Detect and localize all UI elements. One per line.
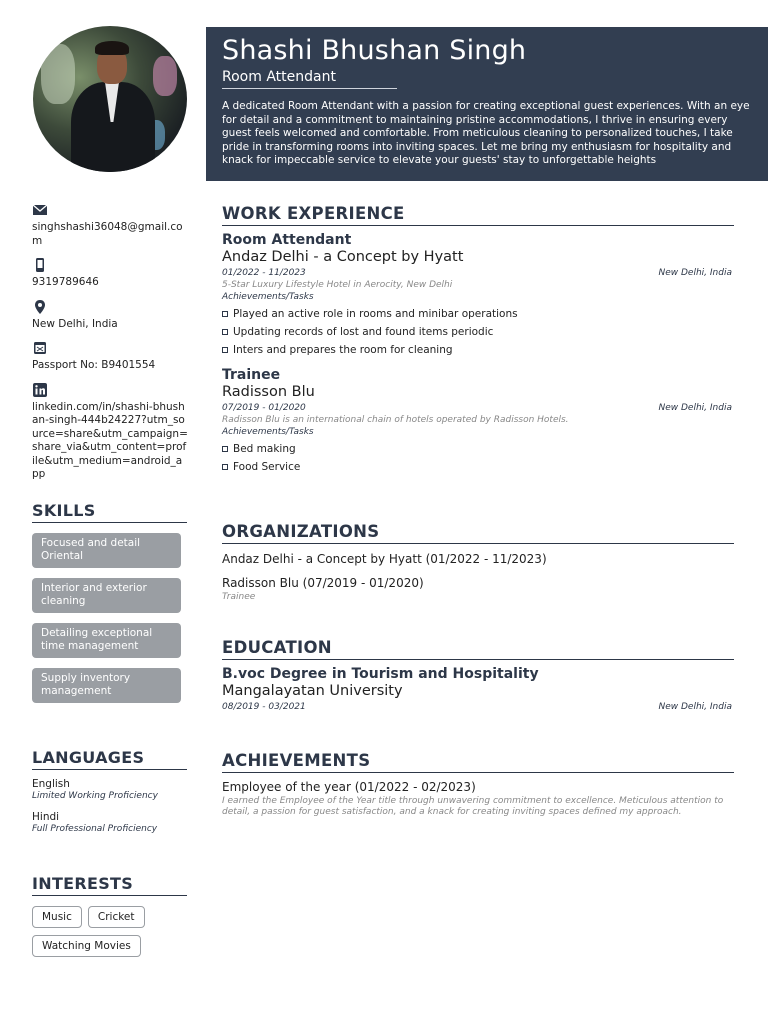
task-item: Played an active role in rooms and minibar operations bbox=[222, 305, 734, 323]
location-pin-icon bbox=[32, 299, 48, 315]
location-text: New Delhi, India bbox=[32, 317, 118, 330]
phone-text: 9319789646 bbox=[32, 276, 99, 288]
interest-tag: Watching Movies bbox=[32, 935, 141, 957]
language-name: Hindi bbox=[32, 810, 60, 823]
passport-text: Passport No: B9401554 bbox=[32, 359, 156, 371]
task-list bbox=[222, 305, 734, 359]
job-entry bbox=[222, 367, 734, 476]
skill-tag: Focused and detail Oriental bbox=[32, 533, 181, 568]
task-item: Updating records of lost and found items periodic bbox=[222, 323, 734, 341]
achievement-description: I earned the Employee of the Year title through unwavering commitment to excellence. Meticulous attention to detail, a passion for guest satisfaction, and a knack for creating inviting spaces defined my approach. bbox=[222, 796, 724, 817]
organization-item: Radisson Blu (07/2019 - 01/2020) bbox=[222, 576, 424, 590]
interests-heading: INTERESTS bbox=[32, 874, 187, 896]
header-banner bbox=[206, 27, 768, 181]
contact-section bbox=[32, 202, 188, 482]
task-list bbox=[222, 440, 734, 476]
contact-location bbox=[32, 299, 188, 332]
job-meta bbox=[222, 268, 734, 278]
job-meta bbox=[222, 403, 734, 413]
languages-section bbox=[32, 748, 188, 834]
education-location: New Delhi, India bbox=[658, 702, 732, 712]
language-level: Full Professional Proficiency bbox=[32, 823, 158, 834]
contact-email[interactable] bbox=[32, 202, 188, 248]
job-dates: 07/2019 - 01/2020 bbox=[222, 403, 306, 413]
email-text: singhshashi36048@gmail.com bbox=[32, 221, 183, 247]
education-meta bbox=[222, 702, 734, 712]
skill-tag: Detailing exceptional time management bbox=[32, 623, 181, 658]
skill-tag: Interior and exterior cleaning bbox=[32, 578, 181, 613]
contact-linkedin[interactable] bbox=[32, 382, 188, 482]
language-item bbox=[32, 778, 188, 801]
task-item: Food Service bbox=[222, 458, 734, 476]
envelope-icon bbox=[32, 202, 48, 218]
work-heading: WORK EXPERIENCE bbox=[222, 204, 734, 226]
education-dates: 08/2019 - 03/2021 bbox=[222, 702, 306, 712]
skills-section bbox=[32, 501, 188, 703]
tasks-label: Achievements/Tasks bbox=[222, 292, 314, 302]
degree-title: B.voc Degree in Tourism and Hospitality bbox=[222, 666, 539, 682]
language-level: Limited Working Proficiency bbox=[32, 790, 158, 801]
interests-section bbox=[32, 874, 188, 964]
organization-role: Trainee bbox=[222, 592, 256, 602]
job-dates: 01/2022 - 11/2023 bbox=[222, 268, 306, 278]
job-company: Andaz Delhi - a Concept by Hyatt bbox=[222, 249, 464, 265]
job-entry bbox=[222, 232, 734, 359]
organizations-heading: ORGANIZATIONS bbox=[222, 522, 734, 544]
achievement-title: Employee of the year (01/2022 - 02/2023) bbox=[222, 780, 476, 794]
phone-icon bbox=[32, 257, 48, 273]
job-title: Trainee bbox=[222, 367, 281, 383]
task-item: Inters and prepares the room for cleaning bbox=[222, 341, 734, 359]
achievements-section bbox=[222, 751, 734, 818]
achievements-heading: ACHIEVEMENTS bbox=[222, 751, 734, 773]
education-section bbox=[222, 638, 734, 712]
candidate-name: Shashi Bhushan Singh bbox=[222, 35, 527, 66]
passport-icon bbox=[32, 340, 48, 356]
profile-summary: A dedicated Room Attendant with a passion for creating exceptional guest experiences. With an eye for detail and a commitment to maintaining pristine accommodations, I thrive in ensuring every guest feels welcomed and comfortable. From meticulous cleaning to personalized touches, I take pride in transforming rooms into inviting spaces. Let me bring my enthusiasm for hospitality and knack for impeccable service to elevate your guests' stay to unforgettable heights bbox=[222, 100, 750, 166]
profile-photo bbox=[33, 26, 187, 172]
linkedin-icon bbox=[32, 382, 48, 398]
job-title: Room Attendant bbox=[222, 232, 352, 248]
school-name: Mangalayatan University bbox=[222, 683, 403, 699]
job-location: New Delhi, India bbox=[658, 268, 732, 278]
tasks-label: Achievements/Tasks bbox=[222, 427, 314, 437]
contact-phone[interactable] bbox=[32, 257, 188, 290]
organizations-section bbox=[222, 522, 734, 602]
language-item bbox=[32, 811, 188, 834]
job-description: 5-Star Luxury Lifestyle Hotel in Aerocity, New Delhi bbox=[222, 280, 453, 290]
skills-heading: SKILLS bbox=[32, 501, 187, 523]
candidate-role: Room Attendant bbox=[222, 69, 397, 89]
task-item: Bed making bbox=[222, 440, 734, 458]
left-column bbox=[32, 26, 188, 964]
interest-tag: Cricket bbox=[88, 906, 145, 928]
skill-tag: Supply inventory management bbox=[32, 668, 181, 703]
organization-item: Andaz Delhi - a Concept by Hyatt (01/2022 - 11/2023) bbox=[222, 552, 547, 566]
job-company: Radisson Blu bbox=[222, 384, 315, 400]
job-location: New Delhi, India bbox=[658, 403, 732, 413]
education-heading: EDUCATION bbox=[222, 638, 734, 660]
languages-heading: LANGUAGES bbox=[32, 748, 187, 770]
work-experience-section bbox=[222, 204, 734, 476]
linkedin-text: linkedin.com/in/shashi-bhushan-singh-444b24227?utm_source=share&utm_campaign=share_via&utm_content=profile&utm_medium=android_app bbox=[32, 400, 188, 480]
interest-tag: Music bbox=[32, 906, 82, 928]
interest-tags bbox=[32, 906, 192, 964]
job-description: Radisson Blu is an international chain of hotels operated by Radisson Hotels. bbox=[222, 415, 569, 425]
language-name: English bbox=[32, 777, 70, 790]
contact-passport bbox=[32, 340, 188, 373]
